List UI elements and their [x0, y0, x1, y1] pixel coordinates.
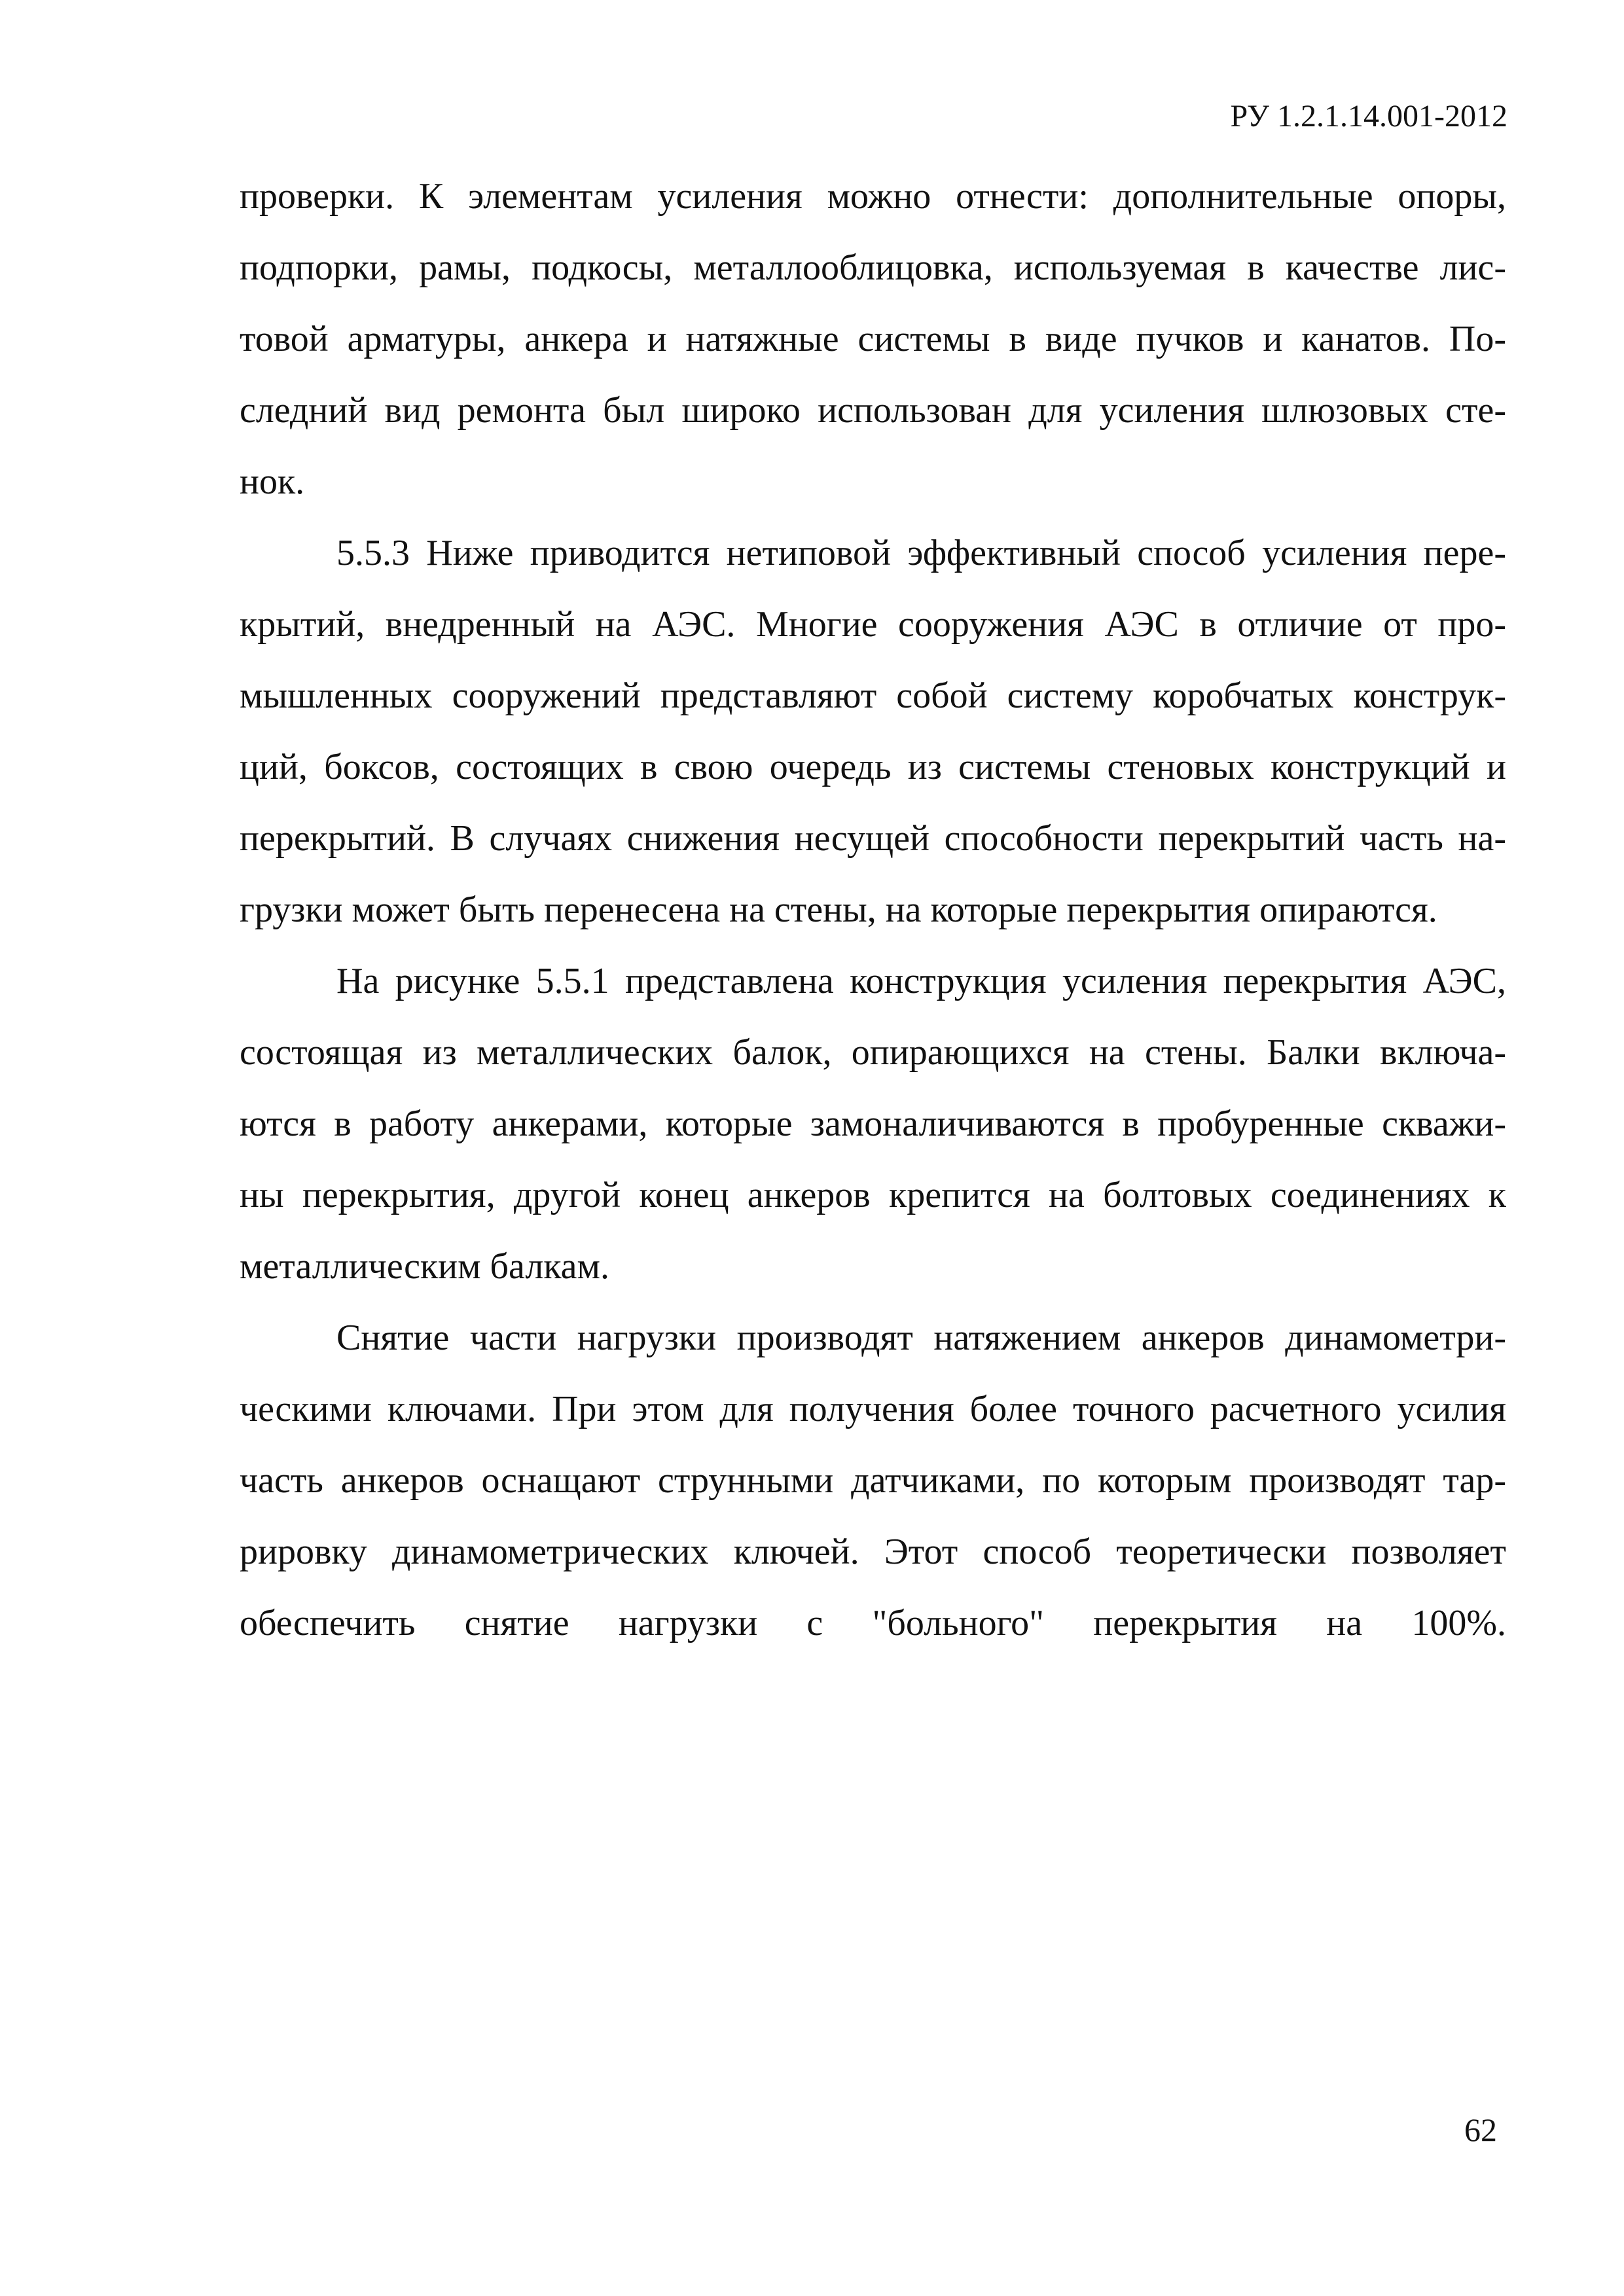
document-body [240, 161, 1506, 1659]
text-line: рировку динамометрических ключей. Этот способ теоретически позволяет [240, 1532, 1506, 1572]
text-line: мышленных сооружений представляют собой систему коробчатых конструк- [240, 675, 1506, 716]
paragraph-3 [240, 946, 1506, 1302]
text-line: следний вид ремонта был широко использован для усиления шлюзовых сте- [240, 390, 1506, 431]
text-line: металлическим балкам. [240, 1246, 609, 1287]
text-line: товой арматуры, анкера и натяжные системы в виде пучков и канатов. По- [240, 319, 1506, 359]
text-line: 5.5.3 Ниже приводится нетиповой эффективный способ усиления пере- [336, 533, 1506, 573]
page-number: 62 [1464, 2111, 1497, 2148]
text-line: нок. [240, 461, 305, 502]
text-line: ций, боксов, состоящих в свою очередь из системы стеновых конструкций и [240, 747, 1506, 787]
paragraph-2 [240, 518, 1506, 946]
text-line: На рисунке 5.5.1 представлена конструкция усиления перекрытия АЭС, [336, 961, 1506, 1001]
text-line: грузки может быть перенесена на стены, на которые перекрытия опираются. [240, 889, 1437, 930]
document-code: РУ 1.2.1.14.001-2012 [1230, 99, 1507, 134]
text-line: перекрытий. В случаях снижения несущей способности перекрытий часть на- [240, 818, 1506, 859]
text-line: ны перекрытия, другой конец анкеров крепится на болтовых соединениях к [240, 1175, 1506, 1215]
text-line: проверки. К элементам усиления можно отнести: дополнительные опоры, [240, 176, 1506, 217]
text-line: подпорки, рамы, подкосы, металлооблицовка, используемая в качестве лис- [240, 247, 1506, 288]
text-line: Снятие части нагрузки производят натяжением анкеров динамометри- [336, 1318, 1506, 1358]
paragraph-1 [240, 161, 1506, 518]
text-line: обеспечить снятие нагрузки с "больного" перекрытия на 100%. [240, 1603, 1506, 1643]
text-line: ются в работу анкерами, которые замоналичиваются в пробуренные скважи- [240, 1103, 1506, 1144]
text-line: ческими ключами. При этом для получения более точного расчетного усилия [240, 1389, 1506, 1429]
text-line: крытий, внедренный на АЭС. Многие сооружения АЭС в отличие от про- [240, 604, 1506, 645]
paragraph-4 [240, 1302, 1506, 1659]
text-line: часть анкеров оснащают струнными датчиками, по которым производят тар- [240, 1460, 1506, 1501]
text-line: состоящая из металлических балок, опирающихся на стены. Балки включа- [240, 1032, 1506, 1073]
